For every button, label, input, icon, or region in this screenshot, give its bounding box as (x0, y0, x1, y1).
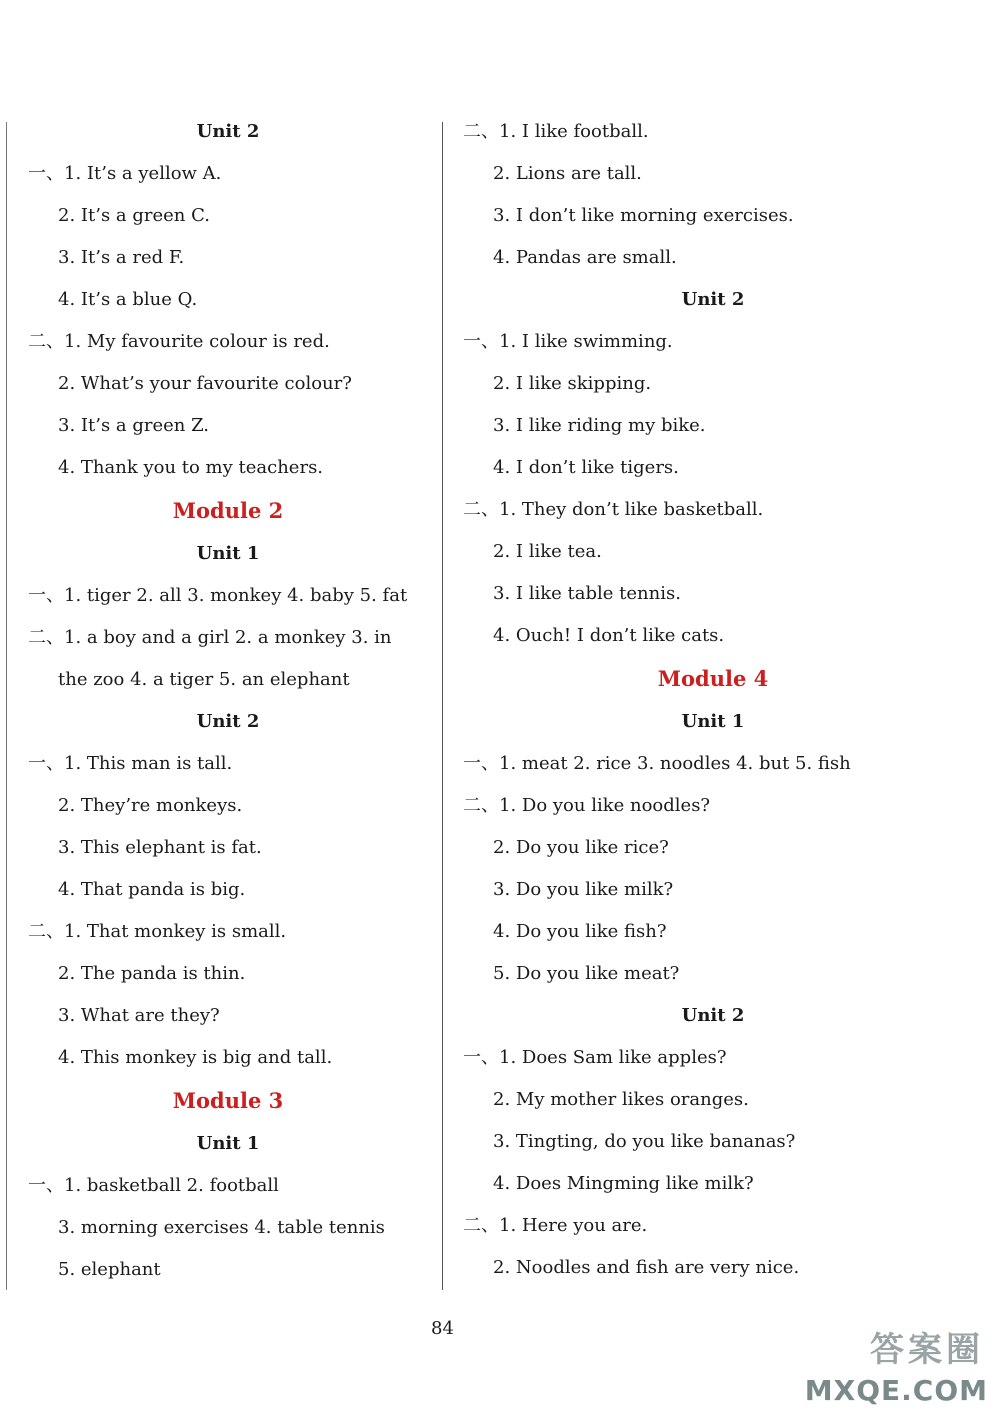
answer-item: 2. I like tea. (493, 541, 602, 562)
answer-item: 4. Thank you to my teachers. (58, 457, 324, 478)
answer-line: 二、1. Here you are. (463, 1215, 648, 1236)
answer-item: 2. I like skipping. (493, 373, 652, 394)
answer-line: 一、1. It’s a yellow A. (28, 163, 222, 184)
answer-item: 4. Pandas are small. (493, 247, 677, 268)
answer-item: 4. That panda is big. (58, 879, 246, 900)
answer-item: 2. They’re monkeys. (58, 795, 243, 816)
answer-item: 4. Ouch! I don’t like cats. (493, 625, 725, 646)
module-heading: Module 2 (172, 498, 284, 523)
answer-item: 4. This monkey is big and tall. (58, 1047, 333, 1068)
left-margin-rule (6, 122, 7, 1290)
answer-line: 一、1. meat 2. rice 3. noodles 4. but 5. fish (463, 753, 851, 774)
right-column (463, 114, 963, 1292)
answer-item: 3. I like table tennis. (493, 583, 681, 604)
answer-line: 二、1. Do you like noodles? (463, 795, 711, 816)
answer-item: 2. The panda is thin. (58, 963, 246, 984)
watermark-logo-text: 答案圈 (870, 1330, 984, 1370)
answer-line: 二、1. They don’t like basketball. (463, 499, 764, 520)
answer-item: 3. I don’t like morning exercises. (493, 205, 794, 226)
unit-heading: Unit 1 (196, 1133, 260, 1154)
answer-line: 一、1. tiger 2. all 3. monkey 4. baby 5. fat (28, 585, 408, 606)
answer-line: 一、1. I like swimming. (463, 331, 673, 352)
answer-item: the zoo 4. a tiger 5. an elephant (58, 669, 350, 690)
answer-line: 二、1. a boy and a girl 2. a monkey 3. in (28, 627, 392, 648)
answer-item: 2. What’s your favourite colour? (58, 373, 352, 394)
answer-item: 3. This elephant is fat. (58, 837, 262, 858)
answer-item: 3. It’s a green Z. (58, 415, 210, 436)
answer-item: 3. Do you like milk? (493, 879, 674, 900)
unit-heading: Unit 2 (196, 121, 260, 142)
unit-heading: Unit 2 (681, 1005, 745, 1026)
answer-line: 一、1. This man is tall. (28, 753, 233, 774)
answer-item: 2. It’s a green C. (58, 205, 210, 226)
unit-heading: Unit 1 (681, 711, 745, 732)
answer-item: 4. Does Mingming like milk? (493, 1173, 754, 1194)
module-heading: Module 4 (657, 666, 769, 691)
answer-item: 4. Do you like fish? (493, 921, 667, 942)
answer-line: 一、1. basketball 2. football (28, 1175, 279, 1196)
watermark-site-text: MXQE.COM (804, 1374, 988, 1407)
answer-item: 3. morning exercises 4. table tennis (58, 1217, 385, 1238)
answer-item: 3. It’s a red F. (58, 247, 185, 268)
answer-line: 二、1. That monkey is small. (28, 921, 287, 942)
unit-heading: Unit 1 (196, 543, 260, 564)
answer-item: 5. Do you like meat? (493, 963, 680, 984)
answer-item: 3. I like riding my bike. (493, 415, 706, 436)
unit-heading: Unit 2 (196, 711, 260, 732)
answer-item: 4. It’s a blue Q. (58, 289, 198, 310)
answer-item: 4. I don’t like tigers. (493, 457, 679, 478)
left-column (28, 114, 428, 1294)
answer-item: 2. My mother likes oranges. (493, 1089, 749, 1110)
answer-item: 3. Tingting, do you like bananas? (493, 1131, 796, 1152)
answer-item: 2. Lions are tall. (493, 163, 642, 184)
answer-item: 2. Do you like rice? (493, 837, 669, 858)
answer-line: 二、1. My favourite colour is red. (28, 331, 330, 352)
answer-item: 5. elephant (58, 1259, 161, 1280)
answer-item: 2. Noodles and fish are very nice. (493, 1257, 800, 1278)
module-heading: Module 3 (172, 1088, 284, 1113)
answer-line: 二、1. I like football. (463, 121, 649, 142)
column-divider (442, 122, 443, 1290)
answer-item: 3. What are they? (58, 1005, 220, 1026)
page-number: 84 (431, 1318, 454, 1339)
answer-line: 一、1. Does Sam like apples? (463, 1047, 727, 1068)
unit-heading: Unit 2 (681, 289, 745, 310)
